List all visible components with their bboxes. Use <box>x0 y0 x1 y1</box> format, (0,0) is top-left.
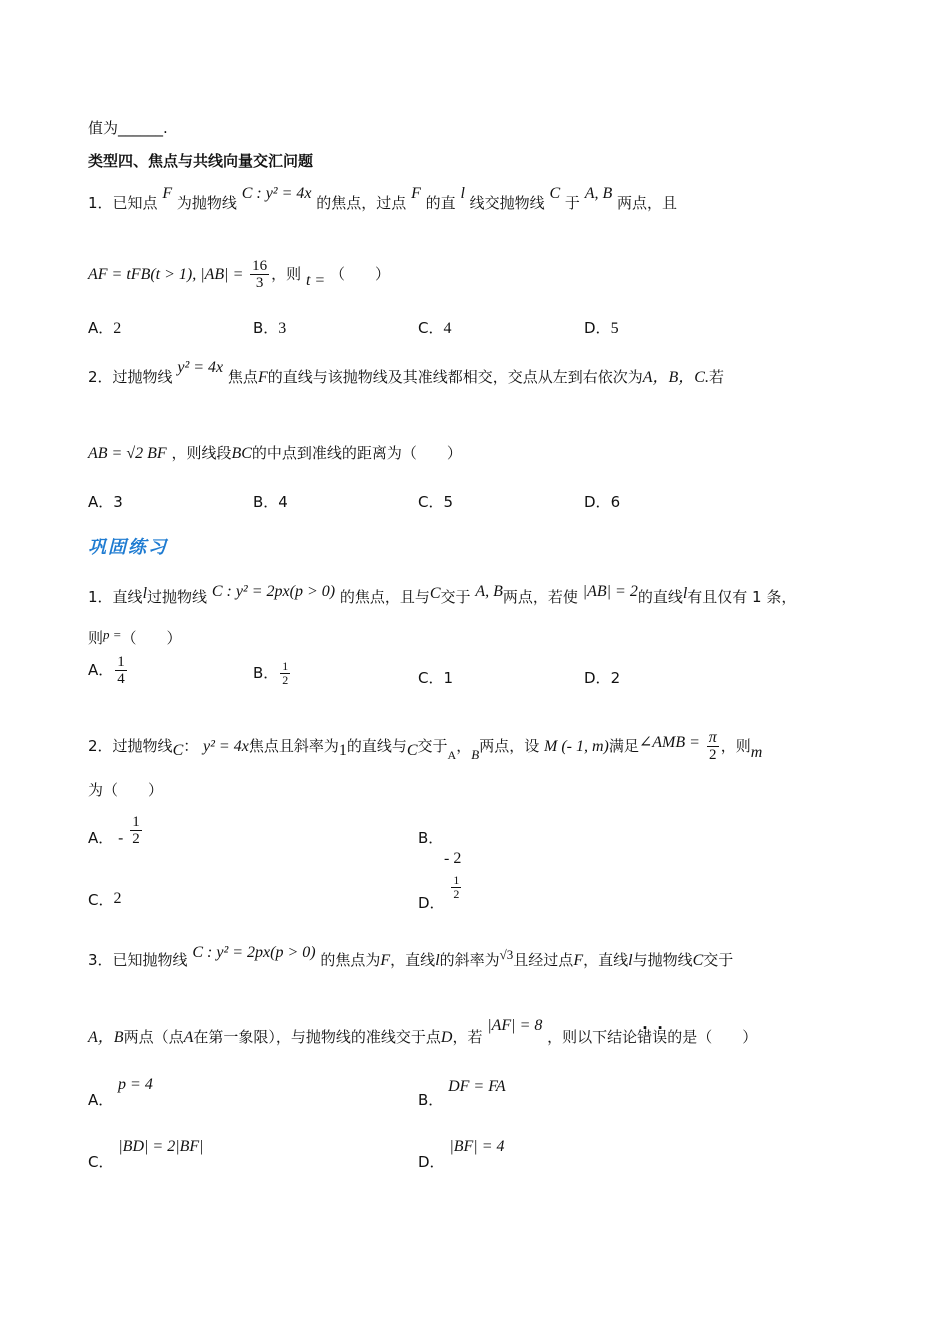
text: 的焦点为 <box>320 951 381 969</box>
s4q1-line2 <box>88 258 390 291</box>
fraction <box>451 874 461 901</box>
math-condition: AB = √2 BF <box>88 445 167 462</box>
p1-option-d[interactable] <box>584 668 620 688</box>
text: 直线 <box>112 588 143 606</box>
text: 两点，且 <box>617 194 678 212</box>
fraction <box>250 258 269 291</box>
text: 与抛物线 <box>632 951 693 969</box>
p2-line2: 为（ ） <box>88 781 164 799</box>
frac-num: 1 <box>453 873 460 887</box>
option-value: 5 <box>610 320 619 337</box>
math-A: A <box>447 748 457 762</box>
p3-option-b[interactable] <box>418 1076 506 1109</box>
math-C: C <box>429 585 441 602</box>
text: 且经过点 <box>513 951 574 969</box>
text: 若 <box>708 368 724 386</box>
text: ，则 <box>720 737 751 755</box>
option-label: D． <box>418 1153 445 1171</box>
text: 的中点到准线的距离为（ ） <box>251 444 462 462</box>
math-AB: A, B <box>584 185 613 202</box>
fraction <box>707 730 719 763</box>
math-C: C <box>692 952 704 969</box>
option-value: - 2 <box>444 850 462 867</box>
frac-den: 3 <box>255 275 264 291</box>
math-AB: A, B <box>475 583 503 600</box>
option-value: 4 <box>443 320 452 337</box>
math-one: 1 <box>338 742 347 759</box>
text: 的焦点，过点 <box>316 194 407 212</box>
text: 两点，若使 <box>502 588 578 606</box>
q-number: 3． <box>88 951 113 969</box>
p1-line2 <box>88 628 182 649</box>
text: 满足 <box>608 737 639 755</box>
text: 过抛物线 <box>112 368 173 386</box>
frac-num: 1 <box>132 814 140 830</box>
text: 交于 <box>440 588 471 606</box>
option-value: p = 4 <box>118 1076 153 1093</box>
option-label: B． <box>253 664 279 682</box>
option-label: B． <box>418 829 444 847</box>
s4q1-option-b[interactable] <box>253 318 286 339</box>
math-l: l <box>682 585 688 602</box>
text: 两点（点 <box>123 1028 184 1046</box>
option-value: 3 <box>278 320 287 337</box>
s4q1-option-c[interactable] <box>418 318 451 339</box>
option-label: C． <box>418 669 444 687</box>
math-m: m <box>750 744 763 761</box>
p2-option-b[interactable] <box>418 828 461 869</box>
math-points: A，B，C. <box>642 369 709 386</box>
frac-num: 16 <box>252 258 268 274</box>
text: 两点，设 <box>479 737 540 755</box>
s4q2-option-d[interactable] <box>584 492 620 512</box>
text: 的焦点，且与 <box>339 588 430 606</box>
text: ， <box>456 737 472 755</box>
frac-den: 4 <box>117 671 125 687</box>
option-value: 2 <box>113 890 122 907</box>
math-t: t = <box>305 272 326 289</box>
text: 的直线与该抛物线及其准线都相交，交点从左到右依次为 <box>267 368 643 386</box>
p1-option-b[interactable] <box>253 660 292 687</box>
math-C: C <box>549 185 561 202</box>
option-value: |BD| = 2|BF| <box>118 1138 204 1155</box>
math-condition: |AB| = 2 <box>582 583 638 600</box>
text: 焦点 <box>227 368 258 386</box>
text: 已知抛物线 <box>112 951 188 969</box>
frac-den: 2 <box>282 673 289 687</box>
math-parabola: C : y² = 4x <box>241 185 312 202</box>
s4q1-line1 <box>88 185 678 214</box>
p1-option-a[interactable] <box>88 654 129 687</box>
text: 的直线与 <box>346 737 407 755</box>
math-parabola: C : y² = 2px(p > 0) <box>192 944 316 961</box>
frac-num: π <box>708 729 717 746</box>
text: 已知点 <box>112 194 158 212</box>
math-p: p = <box>103 627 122 642</box>
text: ： <box>183 737 199 755</box>
text: ，则线段 <box>171 444 232 462</box>
section-title: 类型四、焦点与共线向量交汇问题 <box>88 152 314 170</box>
text: （ ） <box>329 265 390 283</box>
s4q2-option-b[interactable] <box>253 492 288 512</box>
text: 焦点且斜率为 <box>248 737 339 755</box>
fraction <box>130 814 142 847</box>
option-value: 3 <box>113 493 123 511</box>
math-C: C <box>406 742 418 759</box>
p2-option-d[interactable] <box>418 873 463 912</box>
text: （ ） <box>121 629 182 647</box>
q-number: 1． <box>88 194 113 212</box>
option-label: D． <box>584 493 611 511</box>
top-line: 值为______. <box>88 119 168 137</box>
text: ，若 <box>452 1028 483 1046</box>
math-angle: ∠AMB = <box>638 734 700 751</box>
option-value: DF = FA <box>448 1078 506 1095</box>
option-value: 4 <box>278 493 288 511</box>
math-parabola: y² = 4x <box>203 738 249 755</box>
option-label: D． <box>418 894 445 912</box>
math-parabola: C : y² = 2px(p > 0) <box>211 583 336 600</box>
option-value: 2 <box>113 320 122 337</box>
math-B: B <box>471 747 480 762</box>
math-F: F <box>573 952 584 969</box>
p3-line2 <box>88 1017 758 1048</box>
p3-line1 <box>88 944 734 971</box>
option-label: C． <box>88 891 114 909</box>
text: 的直线 <box>637 588 683 606</box>
p3-option-d[interactable] <box>418 1136 505 1171</box>
q-number: 1． <box>88 588 113 606</box>
math-D: D <box>440 1029 453 1046</box>
p2-line1 <box>88 730 762 763</box>
option-label: A． <box>88 1091 114 1109</box>
frac-num: 1 <box>117 654 125 670</box>
math-l: l <box>142 585 148 602</box>
text: 于 <box>564 194 580 212</box>
option-label: B． <box>253 493 279 511</box>
math-A: A <box>183 1029 194 1046</box>
text: 则 <box>88 629 104 647</box>
text: ，直线 <box>390 951 436 969</box>
option-label: D． <box>584 319 611 337</box>
math-l: l <box>435 952 440 969</box>
option-value: 5 <box>443 493 454 511</box>
text: 的斜率为 <box>439 951 500 969</box>
option-label: A． <box>88 829 114 847</box>
text: ，直线 <box>583 951 629 969</box>
option-value: 2 <box>610 669 621 687</box>
s4q2-line1 <box>88 359 724 388</box>
text: 交于 <box>417 737 448 755</box>
option-neg: - <box>118 829 124 847</box>
option-label: A． <box>88 493 114 511</box>
frac-den: 2 <box>453 887 460 901</box>
s4q1-option-d[interactable] <box>584 318 619 339</box>
q-number: 2． <box>88 737 113 755</box>
p1-line1 <box>88 583 797 608</box>
text: ，则以下结论 <box>547 1028 638 1046</box>
math-slope: √3 <box>499 947 514 962</box>
option-label: C． <box>418 493 444 511</box>
fraction <box>115 654 127 687</box>
text: 为抛物线 <box>176 194 237 212</box>
option-label: C． <box>88 1153 114 1171</box>
p3-option-a[interactable] <box>88 1074 153 1109</box>
text: 交于 <box>703 951 734 969</box>
option-label: A． <box>88 661 114 679</box>
option-label: A． <box>88 319 114 337</box>
text: 有且仅有 1 条， <box>687 588 797 606</box>
s4q2-option-a[interactable] <box>88 492 123 512</box>
math-M: M (- 1, m) <box>543 738 609 755</box>
math-F: F <box>380 952 391 969</box>
frac-den: 2 <box>132 831 140 847</box>
q-number: 2． <box>88 368 113 386</box>
math-l: l <box>460 185 465 202</box>
math-F: F <box>257 369 268 386</box>
text: 的直 <box>425 194 456 212</box>
fraction <box>280 660 290 687</box>
text: ，则 <box>271 265 302 283</box>
text: 线交抛物线 <box>469 194 545 212</box>
math-AB: A，B <box>88 1029 124 1046</box>
text: 在第一象限），与抛物线的准线交于点 <box>193 1028 441 1046</box>
math-parabola: y² = 4x <box>177 359 224 376</box>
p2-option-a[interactable] <box>88 814 144 847</box>
p3-option-c[interactable] <box>88 1136 204 1171</box>
s4q2-option-c[interactable] <box>418 492 453 512</box>
math-F: F <box>162 185 173 202</box>
frac-num: 1 <box>282 659 289 673</box>
emphasis-char: 错 <box>637 1028 653 1046</box>
option-value: |BF| = 4 <box>449 1138 505 1155</box>
option-value: 6 <box>610 493 621 511</box>
p1-option-c[interactable] <box>418 668 453 688</box>
practice-heading: 巩固练习 <box>88 537 168 558</box>
emphasis-char: 误 <box>652 1028 668 1046</box>
option-label: B． <box>253 319 279 337</box>
text: 过抛物线 <box>147 588 208 606</box>
text: 的是（ ） <box>667 1028 758 1046</box>
math-condition: |AF| = 8 <box>487 1017 543 1034</box>
option-value: 1 <box>443 669 454 687</box>
math-condition: AF = tFB(t > 1), |AB| = <box>88 266 244 283</box>
option-label: C． <box>418 319 444 337</box>
option-label: B． <box>418 1091 444 1109</box>
math-F: F <box>411 185 421 202</box>
option-label: D． <box>584 669 611 687</box>
frac-den: 2 <box>708 747 717 763</box>
s4q2-line2 <box>88 443 462 464</box>
text: 过抛物线 <box>112 737 173 755</box>
math-BC: BC <box>231 445 252 462</box>
s4q1-option-a[interactable] <box>88 318 121 339</box>
math-C: C <box>172 742 184 759</box>
math-l: l <box>628 952 633 969</box>
p2-option-c[interactable] <box>88 890 121 911</box>
